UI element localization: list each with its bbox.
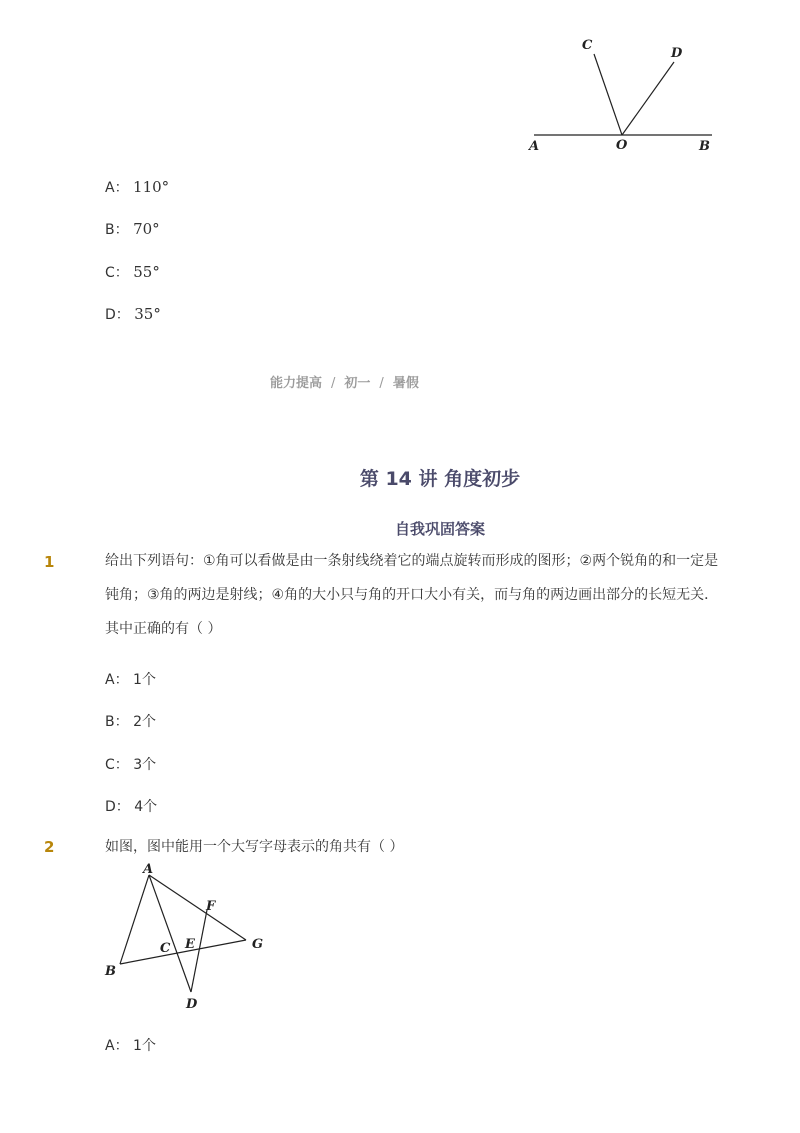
option-letter: C — [105, 265, 115, 281]
label-a: A — [529, 139, 540, 154]
label-o: O — [616, 138, 628, 153]
label-c: C — [160, 941, 171, 956]
label-g: G — [252, 937, 264, 952]
label-d: D — [671, 46, 683, 61]
option-value: 55° — [133, 263, 160, 281]
label-e: E — [185, 937, 195, 952]
option-value: 4个 — [134, 799, 158, 815]
option-letter: B — [105, 714, 115, 730]
label-b: B — [105, 964, 116, 979]
geometry-figure-2 — [100, 860, 280, 1015]
option-value: 2个 — [133, 714, 156, 730]
option-value: 3个 — [133, 757, 157, 773]
option-b[interactable]: B： 2个 — [105, 714, 156, 730]
option-letter: A — [105, 672, 115, 688]
option-letter: A — [105, 1038, 115, 1054]
segment-ad — [149, 875, 191, 992]
segment-ab — [120, 875, 149, 964]
ray-oc — [594, 54, 622, 135]
option-d[interactable]: D： 4个 — [105, 799, 158, 815]
segment-ag — [149, 875, 246, 940]
option-c[interactable]: C： 55° — [105, 263, 160, 281]
option-value: 70° — [133, 220, 160, 238]
ray-od — [622, 62, 674, 135]
option-value: 110° — [133, 178, 170, 196]
label-d: D — [186, 997, 198, 1012]
breadcrumb-item: 能力提高 — [270, 376, 323, 391]
option-d[interactable]: D： 35° — [105, 305, 161, 323]
option-letter: D — [105, 307, 116, 323]
option-letter: A — [105, 180, 115, 196]
option-letter: C — [105, 757, 115, 773]
option-letter: D — [105, 799, 116, 815]
option-a[interactable]: A： 110° — [105, 178, 170, 196]
option-a[interactable]: A： 1个 — [105, 672, 156, 688]
option-a[interactable]: A： 1个 — [105, 1038, 156, 1054]
question-text: 如图，图中能用一个大写字母表示的角共有（ ） — [105, 839, 404, 855]
question-number: 1 — [44, 553, 55, 571]
breadcrumb-item: 初一 — [344, 376, 371, 391]
label-a: A — [143, 862, 154, 877]
label-b: B — [699, 139, 710, 154]
label-f: F — [206, 899, 216, 914]
breadcrumb: 能力提高 / 初一 / 暑假 — [270, 376, 419, 391]
option-letter: B — [105, 222, 115, 238]
section-title: 自我巩固答案 — [394, 520, 485, 538]
option-b[interactable]: B： 70° — [105, 220, 160, 238]
question-number: 2 — [44, 838, 55, 856]
label-c: C — [582, 38, 593, 53]
lecture-title: 第 14 讲 角度初步 — [359, 468, 521, 490]
breadcrumb-item: 暑假 — [392, 376, 419, 391]
option-value: 1个 — [133, 1038, 156, 1054]
option-value: 35° — [134, 305, 161, 323]
question-text: 给出下列语句：①角可以看做是由一条射线绕着它的端点旋转而形成的图形；②两个锐角的和一定是钝角；③角的两边是射线；④角的大小只与角的开口大小有关，而与角的两边画出部分的长短无关．其中正确的有（ ） — [105, 553, 719, 637]
segment-bg — [120, 940, 246, 964]
angle-figure-1 — [520, 30, 720, 160]
option-c[interactable]: C： 3个 — [105, 757, 157, 773]
option-value: 1个 — [133, 672, 156, 688]
